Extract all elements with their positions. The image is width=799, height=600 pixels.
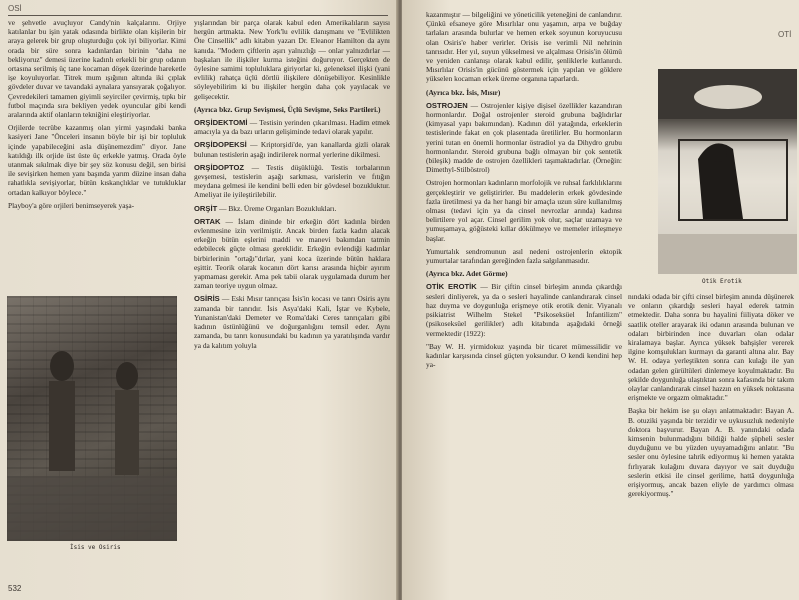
entry-orsidoptoz: ORŞİDOPTOZ — Testis düşüklüğü. Testis torbalarının gevşemesi, testislerin aşağı sarkması, varislerin ve fıtığın meydana gelmesi ile kendini belli eden bir gövdesel bozukluktur. Ameliyat ile iyileştirilebilir. (194, 162, 390, 200)
entry-ostrojen: OSTROJEN — Ostrojenler kişiye dişisel özellikler kazandıran hormonlardır. Doğal ostrojenler steroid grubuna bağlıdırlar (kimyasal yapı bakımından). Kadının döl yatağında, erkeklerin testislerinde fakat en çok plasentada üretilirler. Bu hormonların yerini tutan en önemli hormonlar östradiol ya da Dihydro grubu hormonlarıdır. Steroid grubuna bağlı olmayan bir çok sentetik (bileşik) madde de ostrojen özellikleri taşımaktadırlar. (Örneğin: Dimethyl-Stilböstrol) (426, 100, 622, 175)
right-column-1 (426, 10, 622, 373)
relief-figures (7, 296, 177, 541)
paragraph: nındaki odada bir çifti cinsel birleşim anında düşünerek ve onların çıkardığı sesleri hayal ederek tatmin etmektedir. Daha sonra bu hayalini fiiliyata döker ve saatlik oteller arayarak iki odanın arasında bulunan ve odaları birbirinden ince duvarları olan odalar kiralamaya başlar. Ayrıca yüksek bahşişler vererek ilgine komşulukları kurmayı da garanti altına alır. Bay W. H. odaya yerleştikten sonra can kulağı ile yan odadan gelen gürültüleri dinlemeye koyulmaktadır. Bu şekilde doygunluğa ulaştıktan sonra kafasında bir takım olaylar canlandırarak cinsel hazzın en yüksek noktasına erişmekte ve orgazm olmaktadır." (628, 292, 794, 403)
paragraph: Ostrojen hormonları kadınların morfolojik ve ruhsal farklılıklarını gerçekleştirir ve geliştirirler. Bu maddelerin erkek gövdesinde fazla üretilmesi ya da her hangi bir amaçla uzun süre kullanılmış olması (tedavi için ya da cinsel nevrozlar arında) kadınsı belirtilere yol açar. Cinsel gerilim yok olur, saçlar uzamaya ve yumuşamaya, göğüsteki kıllar dökülmeye ve memeler irileşmeye başlar. (426, 178, 622, 243)
page-number: 532 (8, 584, 22, 593)
left-page (0, 0, 398, 600)
window-figure-illustration (658, 69, 797, 274)
right-page (402, 0, 799, 600)
running-head-left: OSİ (8, 4, 22, 13)
paragraph: kazanmıştır — bilgeliğini ve yöneticilik yeteneğini de canlandırır. Çünkü efsaneye göre Mısırlılar onu yaşamın, arpa ve buğday tarlaları arasında bulurlar ve hemen erkek soyunun koruyucusu olan Osiris'e haber verirler. Orisis ise verimli Nil nehrinin tanrısıdır. Her yıl, suyun yükselmesi ve alçalması Orisis'in ölümü ve yeniden canlanışı olarak kabul edilir, şenliklerle kutlanırdı. Mısırlılar Orisis'in gücünü göstermek için yapılan ve göklere yükselen kocaman erkek üreme organına taparlardı. (426, 10, 622, 84)
left-column-1 (8, 18, 186, 214)
paragraph: Yumurtalık sendromunun asıl nedeni ostrojenlerin ektopik yumurtalar tarafından gereğinden fazla salgılanmasıdır. (426, 246, 622, 266)
entry-osiris: OSİRİS — Eski Mısır tanrıçası İsis'in kocası ve tanrı Osiris aynı zamanda bir tanrıdır. İsis Asya'daki Kali, İştar ve Kybele, Yunanistan'daki Demeter ve Roma'daki Ceres tanrıçaları gibi kadının üstünlüğünü ve doğurganlığını temsil eder. Aynı zamanda, bu tanrı konusundaki bu kadının ya yaratılışında vardır ya da kalıtım yoluyla (194, 294, 390, 350)
photo-caption-right: Otik Erotik (702, 278, 742, 285)
entry-otik-erotik: OTİK EROTİK — Bir çiftin cinsel birleşim anında çıkardığı sesleri dinliyerek, ya da o sesleri hayalinde canlandırarak cinsel haz duyma ve doygunluğa erişmeye otik erotik denir. Viyanalı psikiatrist Wilhelm Stekel "Psikoseksüel İnfantilizm" (psikoseksüel gerilikler) adlı kitabında aşağıdaki örneği vermektedir (1922): (426, 282, 622, 338)
paragraph: "Bay W. H. yirmidokuz yaşında bir ticaret mümessilidir ve kadınlar karşısında cinsel güçten yoksundur. O kendi kendini hep ya- (426, 341, 622, 370)
entry-ortak: ORTAK — İslam dininde bir erkeğin dört kadınla birden evlenmesine izin verilmiştir. Ancak birden fazla kadın alacak erkeğin bütün eşlerini maddi ve manevi bakımdan tatmin edebilecek güçte olması gereklidir. Erkeğin evlendiği kadınlar birbirlerinin "ortağı"dırlar, yani koca üzerinde bütün haklara eşittir. Teorik olarak kocanın dört karısı arasında hiçbir ayırım yapmaması gerekir. Ama pek tabii olarak uygulamada durum her zaman teoriye uygun olmaz. (194, 216, 390, 291)
paragraph: ve şehvetle avuçluyor Candy'nin kalçalarını. Orjiye katılanlar bu işin yatak odasında birlikte olan kişilerin bir araya gelerek bir grup oluşturduğu çok iyi biliyorlar. Kimi orada bir süre sonra kadınlardan birinin "daha ne bekliyoruz" demesi üzerine kadınlı erkekli bir grup odanın ortasına serilmiş üç tane kocaman döşek üzerinde hareketle işe koyuluyorlar. Titrek mum ışığının altında iki çıplak gövdeler duvar ve tavandaki aynalara yansıyarak çoğalıyor. Çevredekileri tamamen giyimli seyirciler çevirmiş, tıpkı bir futbol maçında sıra bekliyen yedek oyuncular gibi kendi aralarında aktif olanların tekniğini eleştiriyorlar. (8, 18, 186, 120)
isis-osiris-relief-photo (7, 296, 177, 541)
paragraph: Orjilerde tecrübe kazanmış olan yirmi yaşındaki banka kasiyeri Jane "Önceleri insanın böyle bir işi bir topluluk içinde yapabileceğini asla düşünemezdim" diyor. Jane katıldığı ilk orjide üst üste üç erkekle yatmış. Orada öyle utanmak sıkılmak diye bir şey söz konusu değil, sen birisi ile sevişirken hemen yanı başında yarım düzine insan daha rahatlıkla sevişiyorlar, bütün kıskançlıklar ve tutukluklar ortadan kalkıyor böylece." (8, 123, 186, 197)
header-rule (8, 15, 388, 16)
photo-caption-left: İsis ve Osiris (70, 544, 121, 551)
paragraph: Başka bir hekim ise şu olayı anlatmaktadır: Bayan A. B. otuziki yaşında bir terzidir ve uykusuzluk nedeniyle doktora başvurur. Bayan A. B. yanındaki odada kimsenin bulunmadığını bildiği halde şüpheli sesler duyduğunu ve bu yüzden uyuyamadığını anlatır. "Bu sesler onu öylesine tahrik ediyormuş ki hemen yatakta fırlıyarak kulağını duvara dayıyor ve sait duyduğu seslerin etkisi ile cinsel gerilime, hattâ doygunluğa erişiyormuş, ancak bazen eliyle de yardımcı olması gerekiyormuş." (628, 406, 794, 499)
running-head-right: OTİ (778, 30, 792, 39)
entry-orsidopeksi: ORŞİDOPEKSİ — Kriptorşidi'de, yan kanallarda gizli olarak bulunan testislerin aşağı indirilerek normal yerlerine dikilmesi. (194, 140, 390, 159)
see-also: (Ayrıca bkz. Adet Görme) (426, 269, 508, 279)
right-column-2 (628, 292, 794, 502)
entry-orsidektomi: ORŞİDEKTOMİ — Testisin yerinden çıkarılması. Hadim etmek amacıyla ya da bazı urların gelişiminde tedavi olarak yapılır. (194, 118, 390, 137)
see-also: (Ayrıca bkz. İsis, Mısır) (426, 87, 501, 97)
entry-orsit: ORŞİT — Bkz. Üreme Organları Bozuklukları. (194, 203, 337, 213)
otik-erotik-photo (658, 69, 797, 274)
paragraph: yışlarından bir parça olarak kabul eden Amerikalıların sayısı hergün artmakta. New York'lu evlilik danışmanı ve "Evlilikten Öte Cinsellik" adlı kitabın yazarı Dr. Eleanor Hamilton da aynı kanıda. "Modern çiftlerin aşırı yalnızlığı — onlar yalnızdırlar — başkaları ile ilişkiler kurma isteğini doğuruyor. Gerçekten de öylesine samimi topluluklara giriyorlar ki, geleneksel ilişki (yani evlilik) rahatça üçlü dörtlü ilişkilere dönüşebiliyor. Kesinlikle söyleyebilirim ki bu ilişkiler hergün daha çok yayılacak ve gelişecektir. (194, 18, 390, 101)
paragraph: Playboy'a göre orjileri benimseyerek yaşa- (8, 200, 135, 210)
see-also: (Ayrıca bkz. Grup Sevişmesi, Üçlü Sevişme, Seks Partileri.) (194, 104, 381, 114)
left-column-2 (194, 18, 390, 354)
